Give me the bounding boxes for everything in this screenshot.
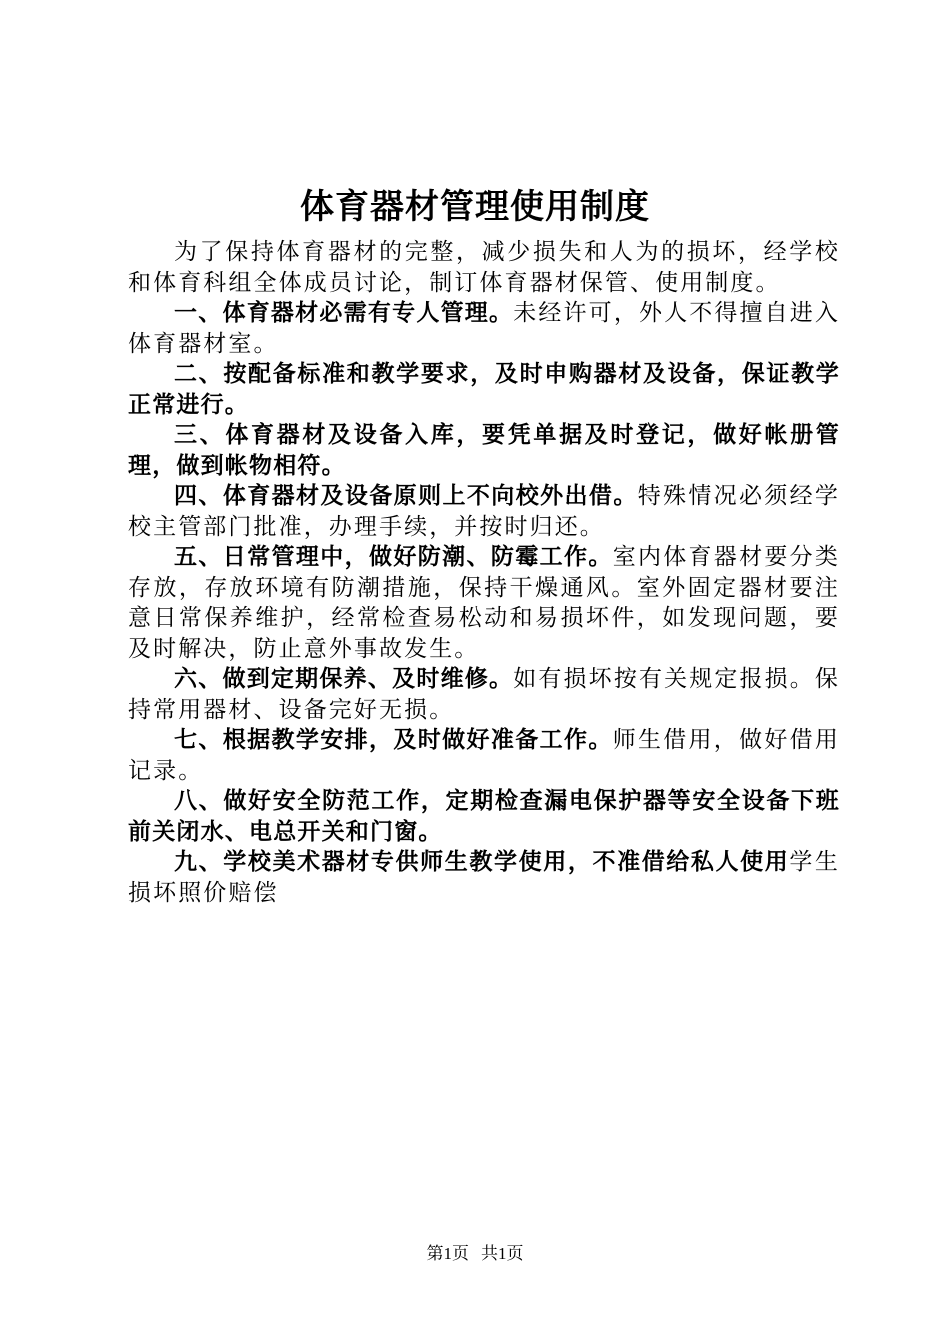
rule-item-7 bbox=[128, 725, 840, 786]
document-body bbox=[128, 237, 840, 908]
rule-detail: 室内体育器材要分类存放，存放环境有防潮措施，保持干燥通风。室外固定器材要注意日常保养维护，经常检查易松动和易损坏件，如发现问题，要及时解决，防止意外事故发生。 bbox=[128, 544, 840, 662]
document-title: 体育器材管理使用制度 bbox=[300, 187, 650, 227]
rule-item-2 bbox=[128, 359, 840, 420]
rule-detail: 如有损坏按有关规定报损。保持常用器材、设备完好无损。 bbox=[128, 666, 840, 723]
rule-item-3 bbox=[128, 420, 840, 481]
rule-heading: 五、日常管理中，做好防潮、防霉工作。 bbox=[174, 544, 613, 570]
rule-detail: 特殊情况必须经学校主管部门批准，办理手续，并按时归还。 bbox=[128, 483, 840, 540]
rule-heading: 七、根据教学安排，及时做好准备工作。 bbox=[174, 727, 613, 753]
rule-heading: 九、学校美术器材专供师生教学使用，不准借给私人使用 bbox=[174, 849, 790, 875]
rule-item-5 bbox=[128, 542, 840, 664]
rule-heading: 六、做到定期保养、及时维修。 bbox=[174, 666, 514, 692]
rule-item-1 bbox=[128, 298, 840, 359]
rule-heading: 一、体育器材必需有专人管理。 bbox=[174, 300, 514, 326]
page-total: 共1页 bbox=[481, 1244, 524, 1263]
rule-detail: 师生借用，做好借用记录。 bbox=[128, 727, 840, 784]
page-footer bbox=[0, 1243, 950, 1265]
rule-detail: 未经许可，外人不得擅自进入体育器材室。 bbox=[128, 300, 840, 357]
rule-heading: 四、体育器材及设备原则上不向校外出借。 bbox=[174, 483, 638, 509]
rule-detail: 学生损坏照价赔偿 bbox=[128, 849, 841, 906]
rule-heading: 三、体育器材及设备入库，要凭单据及时登记，做好帐册管理，做到帐物相符。 bbox=[128, 422, 840, 479]
page-number: 第1页 bbox=[426, 1244, 469, 1263]
rule-heading: 二、按配备标准和教学要求，及时申购器材及设备，保证教学正常进行。 bbox=[128, 361, 840, 418]
rule-item-9 bbox=[128, 847, 840, 908]
rule-item-8 bbox=[128, 786, 840, 847]
rule-item-6 bbox=[128, 664, 840, 725]
rule-heading: 八、做好安全防范工作，定期检查漏电保护器等安全设备下班前关闭水、电总开关和门窗。 bbox=[128, 788, 840, 845]
rule-item-4 bbox=[128, 481, 840, 542]
intro-paragraph: 为了保持体育器材的完整，减少损失和人为的损坏，经学校和体育科组全体成员讨论，制订体育器材保管、使用制度。 bbox=[128, 239, 840, 296]
